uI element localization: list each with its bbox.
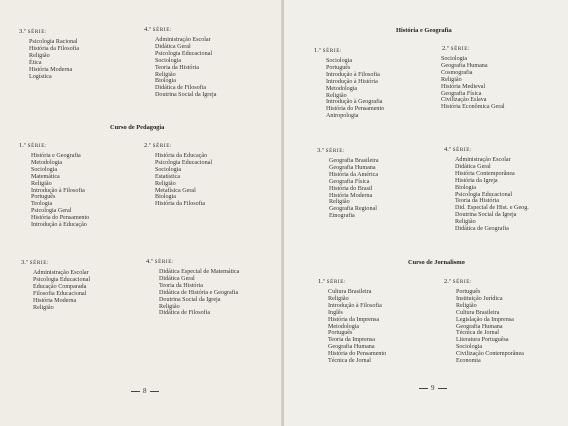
- subject-item: Sociologia: [155, 57, 182, 64]
- subject-item: Cultura Brasileira: [328, 289, 372, 295]
- subject-item: História Moderna: [29, 66, 73, 73]
- subject-item: Inglês: [328, 309, 343, 316]
- subject-item: Geografia Humana: [441, 62, 488, 69]
- hg-1st-series-block: [314, 47, 384, 120]
- subject-item: Português: [328, 330, 353, 337]
- subject-item: Didática de História e Geografia: [159, 289, 239, 296]
- right-page: [284, 0, 568, 426]
- subject-list: [455, 157, 529, 233]
- subject-item: Didática Geral: [455, 163, 491, 170]
- subject-list: [328, 289, 386, 365]
- subject-list: [441, 56, 505, 111]
- subject-item: História da Educação: [155, 153, 208, 159]
- subject-item: Introdução à Filosofia: [326, 71, 380, 78]
- subject-item: História e Geografia: [31, 153, 81, 159]
- pedagogia-3rd-series-block: [21, 259, 90, 311]
- subject-item: Religião: [33, 304, 54, 311]
- subject-item: Geografia Regional: [329, 206, 377, 213]
- subject-list: [159, 269, 239, 317]
- subject-item: Civilização Eslava: [441, 97, 487, 104]
- series-label: 3.ª SÉRIE:: [21, 259, 50, 266]
- section-title-jornalismo: Curso de Jornalismo: [408, 259, 465, 266]
- subject-item: Geografia Humana: [456, 323, 503, 330]
- subject-item: Sociologia: [456, 344, 483, 351]
- subject-item: Introdução à História: [326, 78, 378, 85]
- subject-item: Didática Geral: [155, 43, 191, 50]
- subject-item: Sociologia: [31, 166, 58, 173]
- series-label: 4.ª SÉRIE:: [444, 146, 473, 153]
- subject-item: Psicologia Educacional: [33, 276, 91, 283]
- hg-4th-series-block: [444, 146, 529, 233]
- subject-item: Estatística: [155, 173, 181, 180]
- subject-list: [155, 153, 212, 208]
- pedagogia-1st-series-block: [19, 142, 89, 229]
- subject-item: Metodologia: [31, 159, 63, 166]
- subject-item: Doutrina Social da Igreja: [159, 296, 221, 303]
- subject-item: Sociologia: [155, 166, 182, 173]
- subject-item: Português: [456, 289, 481, 295]
- series-label: 3.ª SÉRIE:: [19, 28, 48, 35]
- page-number: 9: [416, 384, 450, 392]
- subject-item: Religião: [329, 199, 350, 206]
- subject-item: Didática Especial de Matemática: [159, 269, 240, 275]
- page-number: 8: [128, 387, 162, 395]
- subject-item: Educação Comparada: [33, 283, 87, 290]
- subject-item: Psicologia Geral: [31, 208, 72, 215]
- subject-item: História do Pensamento: [326, 106, 385, 113]
- subject-item: Teologia: [31, 201, 53, 208]
- subject-item: Teoria da História: [455, 198, 499, 205]
- subject-item: Metafísica Geral: [155, 187, 196, 194]
- subject-item: Doutrina Social da Igreja: [455, 212, 517, 219]
- subject-item: Cosmografia: [441, 69, 473, 76]
- subject-item: Português: [31, 194, 56, 201]
- subject-item: Teoria da Imprensa: [328, 337, 375, 344]
- subject-list: [29, 39, 79, 80]
- series-label: 2.ª SÉRIE:: [444, 278, 473, 285]
- subject-item: História Medieval: [441, 83, 486, 90]
- series-label: 2.ª SÉRIE:: [442, 45, 471, 52]
- subject-item: Matemática: [31, 173, 60, 180]
- subject-item: Antropologia: [326, 113, 359, 120]
- subject-item: Biologia: [155, 78, 176, 85]
- subject-item: Administração Escolar: [455, 157, 511, 163]
- subject-item: Administração Escolar: [155, 37, 211, 43]
- subject-item: Logística: [29, 73, 52, 80]
- jornalismo-2nd-series-block: [444, 278, 524, 365]
- series-label: 1.ª SÉRIE:: [19, 142, 48, 149]
- jornalismo-1st-series-block: [318, 278, 386, 365]
- subject-item: História Contemporânea: [455, 170, 515, 177]
- subject-list: [329, 158, 379, 220]
- subject-item: Geografia Humana: [328, 344, 375, 351]
- subject-item: Geografia Brasileira: [329, 158, 379, 164]
- subject-item: Português: [326, 64, 351, 71]
- subject-item: Geografia Humana: [329, 164, 376, 171]
- subject-item: Religião: [159, 303, 180, 310]
- subject-item: Didática de Filosofia: [159, 310, 211, 317]
- subject-item: Filosofia Educacional: [33, 290, 87, 297]
- subject-item: História da Imprensa: [328, 316, 380, 323]
- subject-item: História da Filosofia: [29, 45, 80, 52]
- left-4th-series-block: [144, 26, 216, 99]
- subject-item: Metodologia: [328, 323, 360, 330]
- subject-item: Religião: [31, 180, 52, 187]
- subject-item: Psicologia Educacional: [155, 50, 213, 57]
- subject-item: Did. Especial de Hist. e Geog.: [455, 205, 529, 212]
- subject-item: Psicologia Racional: [29, 39, 78, 45]
- series-label: 4.ª SÉRIE:: [146, 258, 175, 265]
- subject-item: História do Pensamento: [31, 215, 90, 222]
- subject-item: Sociologia: [326, 58, 353, 64]
- subject-item: Religião: [326, 92, 347, 99]
- subject-list: [456, 289, 524, 365]
- subject-item: Didática de Filosofia: [155, 85, 207, 92]
- subject-item: Literatura Portuguêsa: [456, 337, 509, 344]
- subject-item: Técnica de Jornal: [328, 358, 371, 365]
- subject-item: Introdução à Filosofia: [31, 187, 85, 194]
- subject-item: Religião: [29, 52, 50, 59]
- subject-item: Etnografia: [329, 213, 355, 220]
- subject-item: Instituição Jurídica: [456, 295, 503, 302]
- subject-item: Técnica de Jornal: [456, 330, 499, 337]
- subject-item: Religião: [155, 71, 176, 78]
- subject-item: Religião: [456, 302, 477, 309]
- series-label: 1.ª SÉRIE:: [314, 47, 343, 54]
- subject-item: Doutrina Social da Igreja: [155, 92, 217, 99]
- subject-item: Introdução à Geografia: [326, 99, 383, 106]
- section-title-pedagogia: Curso de Pedagogia: [110, 124, 165, 131]
- subject-list: [326, 58, 384, 120]
- pedagogia-2nd-series-block: [144, 142, 212, 208]
- subject-item: Introdução à Filosofia: [328, 302, 382, 309]
- subject-item: Economia: [456, 358, 481, 365]
- subject-item: Religião: [441, 76, 462, 83]
- subject-item: Sociologia: [441, 56, 468, 62]
- subject-list: [33, 270, 90, 311]
- subject-item: Legislação da Imprensa: [456, 316, 514, 323]
- subject-item: História Moderna: [329, 192, 373, 199]
- subject-item: Psicologia Educacional: [155, 159, 213, 166]
- hg-3rd-series-block: [317, 147, 379, 220]
- subject-item: História do Pensamento: [328, 351, 387, 358]
- subject-item: Biologia: [455, 184, 476, 191]
- subject-item: História da Igreja: [455, 177, 498, 184]
- subject-item: Administração Escolar: [33, 270, 89, 276]
- subject-item: Teoria da História: [155, 64, 199, 71]
- subject-item: Metodologia: [326, 85, 358, 92]
- subject-list: [155, 37, 216, 99]
- subject-item: Cultura Brasileira: [456, 309, 500, 316]
- subject-item: Biologia: [155, 194, 176, 201]
- subject-item: Religião: [155, 180, 176, 187]
- subject-item: Civilização Contemporânea: [456, 351, 524, 358]
- subject-item: Didática de Geografia: [455, 226, 509, 233]
- subject-list: [31, 153, 89, 229]
- series-label: 3.ª SÉRIE:: [317, 147, 346, 154]
- series-label: 4.ª SÉRIE:: [144, 26, 173, 33]
- subject-item: Didática Geral: [159, 275, 195, 282]
- subject-item: Geografia Física: [441, 90, 482, 97]
- subject-item: História da América: [329, 171, 379, 178]
- subject-item: Ética: [29, 59, 42, 66]
- subject-item: História do Brasil: [329, 185, 373, 192]
- pedagogia-4th-series-block: [146, 258, 239, 317]
- subject-item: História Moderna: [33, 297, 77, 304]
- hg-2nd-series-block: [442, 45, 505, 111]
- subject-item: História da Filosofia: [155, 201, 206, 208]
- section-title-historia-geografia: História e Geografia: [396, 27, 452, 34]
- series-label: 2.ª SÉRIE:: [144, 142, 173, 149]
- subject-item: Psicologia Educacional: [455, 191, 513, 198]
- subject-item: Introdução à Educação: [31, 222, 87, 229]
- left-3rd-series-block: [19, 28, 79, 80]
- subject-item: História Econômica Geral: [441, 104, 505, 111]
- subject-item: Teoria da História: [159, 282, 203, 289]
- series-label: 1.ª SÉRIE:: [318, 278, 347, 285]
- subject-item: Religião: [328, 295, 349, 302]
- subject-item: Religião: [455, 219, 476, 226]
- subject-item: Geografia Física: [329, 178, 370, 185]
